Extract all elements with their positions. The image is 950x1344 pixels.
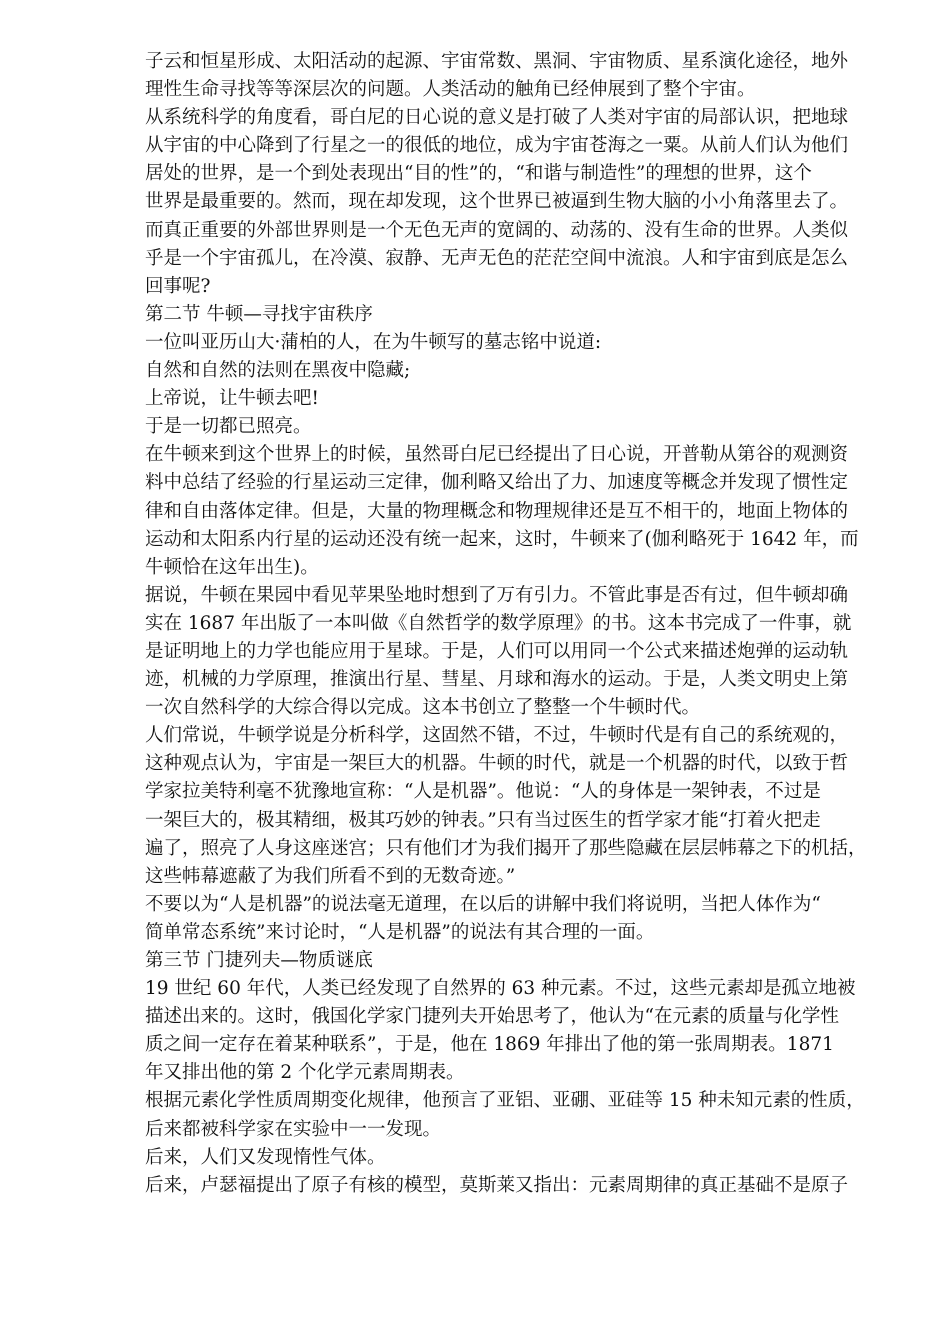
text-line: 律和自由落体定律。但是，大量的物理概念和物理规律还是互不相干的，地面上物体的 [145, 500, 849, 522]
text-line: 一次自然科学的大综合得以完成。这本书创立了整整一个牛顿时代。 [145, 697, 701, 719]
text-line: 年又排出他的第 2 个化学元素周期表。 [145, 1062, 465, 1084]
text-line: 在牛顿来到这个世界上的时候，虽然哥白尼已经提出了日心说，开普勒从第谷的观测资 [145, 444, 849, 466]
text-line: 后来，卢瑟福提出了原子有核的模型，莫斯莱又指出：元素周期律的真正基础不是原子 [145, 1174, 849, 1196]
text-line: 描述出来的。这时，俄国化学家门捷列夫开始思考了，他认为“在元素的质量与化学性 [145, 1006, 839, 1028]
section-heading: 第二节 牛顿—寻找宇宙秩序 [145, 303, 373, 325]
text-line: 从宇宙的中心降到了行星之一的很低的地位，成为宇宙苍海之一粟。从前人们认为他们 [145, 135, 849, 157]
text-line: 实在 1687 年出版了一本叫做《自然哲学的数学原理》的书。这本书完成了一件事，就 [145, 612, 852, 634]
text-line: 质之间一定存在着某种联系”，于是，他在 1869 年排出了他的第一张周期表。1871 [145, 1034, 834, 1056]
text-line: 后来，人们又发现惰性气体。 [145, 1146, 386, 1168]
text-line: 简单常态系统”来讨论时，“人是机器”的说法有其合理的一面。 [145, 921, 655, 943]
text-line: 后来都被科学家在实验中一一发现。 [145, 1118, 442, 1140]
quote-line: 于是一切都已照亮。 [145, 416, 312, 438]
text-line: 迹，机械的力学原理，推演出行星、彗星、月球和海水的运动。于是，人类文明史上第 [145, 669, 849, 691]
quote-line: 上帝说，让牛顿去吧! [145, 388, 319, 410]
text-line: 从系统科学的角度看，哥白尼的日心说的意义是打破了人类对宇宙的局部认识，把地球 [145, 107, 849, 129]
text-line: 一位叫亚历山大·蒲柏的人，在为牛顿写的墓志铭中说道: [145, 331, 602, 353]
text-line: 世界是最重要的。然而，现在却发现，这个世界已被逼到生物大脑的小小角落里去了。 [145, 191, 849, 213]
text-line: 根据元素化学性质周期变化规律，他预言了亚铝、亚硼、亚硅等 15 种未知元素的性质， [145, 1090, 865, 1112]
text-line: 理性生命寻找等等深层次的问题。人类活动的触角已经伸展到了整个宇宙。 [145, 79, 756, 101]
text-line: 回事呢? [145, 275, 211, 297]
text-line: 而真正重要的外部世界则是一个无色无声的宽阔的、动荡的、没有生命的世界。人类似 [145, 219, 849, 241]
quote-line: 自然和自然的法则在黑夜中隐藏; [145, 360, 411, 382]
text-line: 料中总结了经验的行星运动三定律，伽利略又给出了力、加速度等概念并发现了惯性定 [145, 472, 849, 494]
text-line: 运动和太阳系内行星的运动还没有统一起来，这时，牛顿来了(伽利略死于 1642 年，而 [145, 528, 859, 550]
text-line: 这些帏幕遮蔽了为我们所看不到的无数奇迹。” [145, 865, 516, 887]
section-heading: 第三节 门捷列夫—物质谜底 [145, 950, 373, 971]
text-line: 这种观点认为，宇宙是一架巨大的机器。牛顿的时代，就是一个机器的时代，以致于哲 [145, 753, 849, 775]
document-page [145, 48, 887, 1200]
text-line: 乎是一个宇宙孤儿，在冷漠、寂静、无声无色的茫茫空间中流浪。人和宇宙到底是怎么 [145, 247, 849, 269]
text-line: 是证明地上的力学也能应用于星球。于是，人们可以用同一个公式来描述炮弹的运动轨 [145, 640, 849, 662]
text-line: 学家拉美特利毫不犹豫地宣称：“人是机器”。他说：“人的身体是一架钟表，不过是 [145, 781, 821, 803]
text-line: 人们常说，牛顿学说是分析科学，这固然不错，不过，牛顿时代是有自己的系统观的， [145, 725, 849, 747]
text-line: 19 世纪 60 年代，人类已经发现了自然界的 63 种元素。不过，这些元素却是孤立地被 [145, 978, 856, 1000]
text-line: 不要以为“人是机器”的说法毫无道理，在以后的讲解中我们将说明，当把人体作为“ [145, 893, 821, 915]
text-line: 牛顿恰在这年出生)。 [145, 556, 319, 578]
text-line: 居处的世界，是一个到处表现出“目的性”的，“和谐与制造性”的理想的世界，这个 [145, 163, 812, 185]
text-line: 据说，牛顿在果园中看见苹果坠地时想到了万有引力。不管此事是否有过，但牛顿却确 [145, 584, 849, 606]
text-line: 一架巨大的，极其精细，极其巧妙的钟表。”只有当过医生的哲学家才能“打着火把走 [145, 809, 821, 831]
text-line: 子云和恒星形成、太阳活动的起源、宇宙常数、黑洞、宇宙物质、星系演化途径，地外 [145, 51, 849, 72]
text-line: 遍了，照亮了人身这座迷宫；只有他们才为我们揭开了那些隐藏在层层帏幕之下的机括， [145, 837, 867, 859]
